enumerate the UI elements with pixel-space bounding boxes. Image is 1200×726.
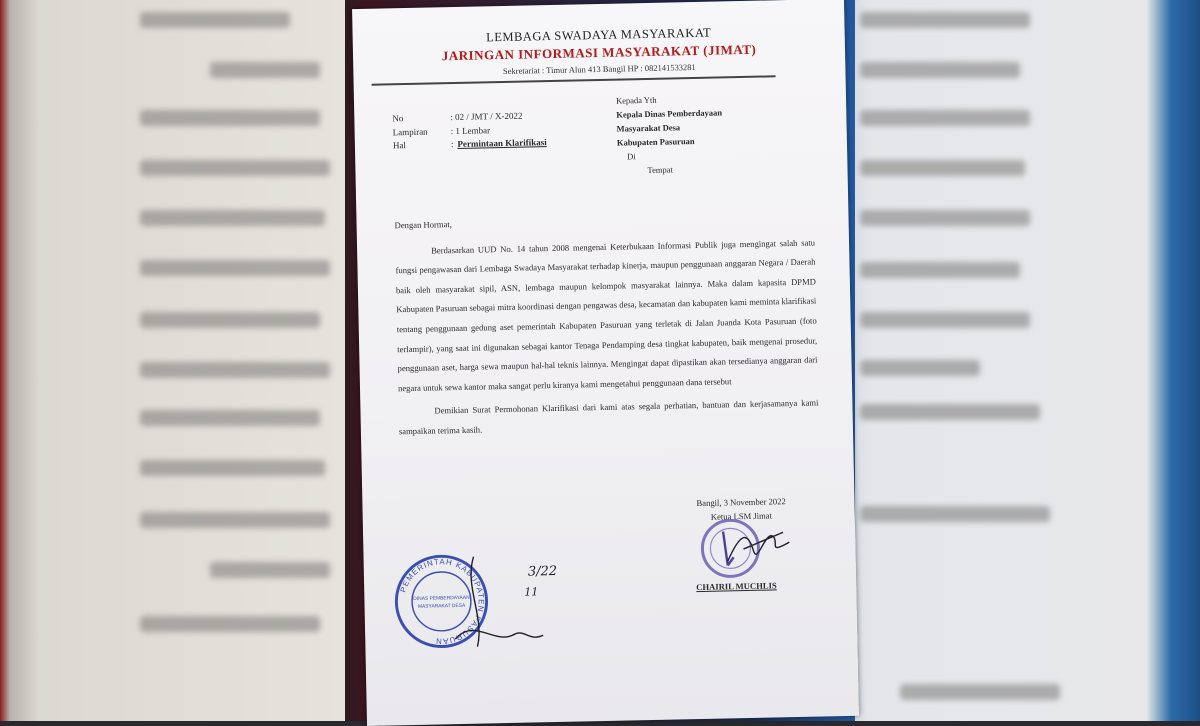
- no-value: : 02 / JMT / X-2022: [450, 110, 523, 123]
- recipient-line5: Di: [627, 151, 636, 162]
- signature-scribble: [723, 520, 794, 571]
- meta-row-hal: [393, 136, 547, 153]
- lampiran-value: : 1 Lembar: [450, 124, 491, 136]
- recipient-block: [616, 91, 724, 177]
- signer-name: CHAIRIL MUCHLIS: [696, 580, 777, 593]
- hal-label: Hal: [392, 140, 407, 151]
- hal-colon: :: [450, 139, 454, 150]
- greeting: Dengan Hormat,: [394, 219, 452, 231]
- blurred-text-lines-left: [0, 0, 350, 721]
- recipient-line4: Kabupaten Pasuruan: [616, 136, 695, 148]
- blurred-text-lines-right: [840, 0, 1200, 721]
- letter-paper: [352, 0, 859, 726]
- no-label: No: [392, 113, 404, 124]
- org-name-line2: JARINGAN INFORMASI MASYARAKAT (JIMAT): [441, 41, 757, 64]
- org-name-line1: LEMBAGA SWADAYA MASYARAKAT: [485, 25, 712, 45]
- place-date: Bangil, 3 November 2022: [696, 496, 786, 509]
- recipient-line6: Tempat: [647, 164, 673, 175]
- handwritten-date: 3/22: [527, 563, 558, 580]
- lampiran-label: Lampiran: [392, 126, 428, 137]
- secretariat-address: Sekretariat : Timur Alun 413 Bangil HP : 082141533281: [502, 61, 696, 77]
- recipient-line3: Masyarakat Desa: [616, 122, 681, 134]
- signer-title: Ketua LSM Jimat: [710, 510, 773, 522]
- hal-value: Permintaan Klarifikasi: [457, 137, 547, 149]
- handwritten-day: 11: [524, 585, 539, 599]
- recipient-line1: Kepada Yth: [615, 94, 657, 106]
- blurred-background-left: [0, 0, 350, 721]
- stamp-inner-line2: MASYARAKAT DESA: [417, 603, 466, 610]
- blurred-background-right: [840, 0, 1200, 721]
- stamp-ring-text: PEMERINTAH KABUPATEN PASURUAN: [398, 557, 486, 646]
- stamp-inner-line1: DINAS PEMBERDAYAAN: [413, 595, 470, 603]
- recipient-line2: Kepala Dinas Pemberdayaan: [616, 107, 723, 120]
- official-signature: [423, 545, 565, 658]
- letter-meta: [392, 109, 547, 153]
- body-paragraph-2: Demikian Surat Permohonan Klarifikasi dari kami atas segala perhatian, bantuan dan kerjasamanya kami sampaikan terima kasih.: [398, 397, 819, 437]
- letter-body: [394, 208, 819, 442]
- body-paragraph-1: Berdasarkan UUD No. 14 tahun 2008 mengenai Keterbukaan Informasi Publik juga mengingat salah satu fungsi pengawasan dari Lembaga Swadaya Masyarakat terhadap kinerja, maupun penggunaan anggaran Negara / Daerah baik oleh masyarakat sipil, ASN, lembaga maupun kelompok masyarakat lainnya. Maka dalam kapasita DPMD Kabupaten Pasuruan sebagai mitra koordinasi dengan pengawas desa, kecamatan dan kabupaten kami meminta klarifikasi tentang penggunaan gedung aset pemerintah Kabupaten Pasuruan yang terletak di Jalan Juanda Kota Pasuruan (foto terlampir), yang saat ini digunakan sebagai kantor Tenaga Pendamping desa tingkat kabupaten, baik mengenai prosedur, penggunaan aset, harga sewa maupun hal-hal teknis lainnya. Mengingat dapat dipastikan akan tersedianya anggaran dari negara untuk sewa kantor maka sangat perlu kiranya kami mengetahui penggunaan dana tersebut: [395, 237, 818, 394]
